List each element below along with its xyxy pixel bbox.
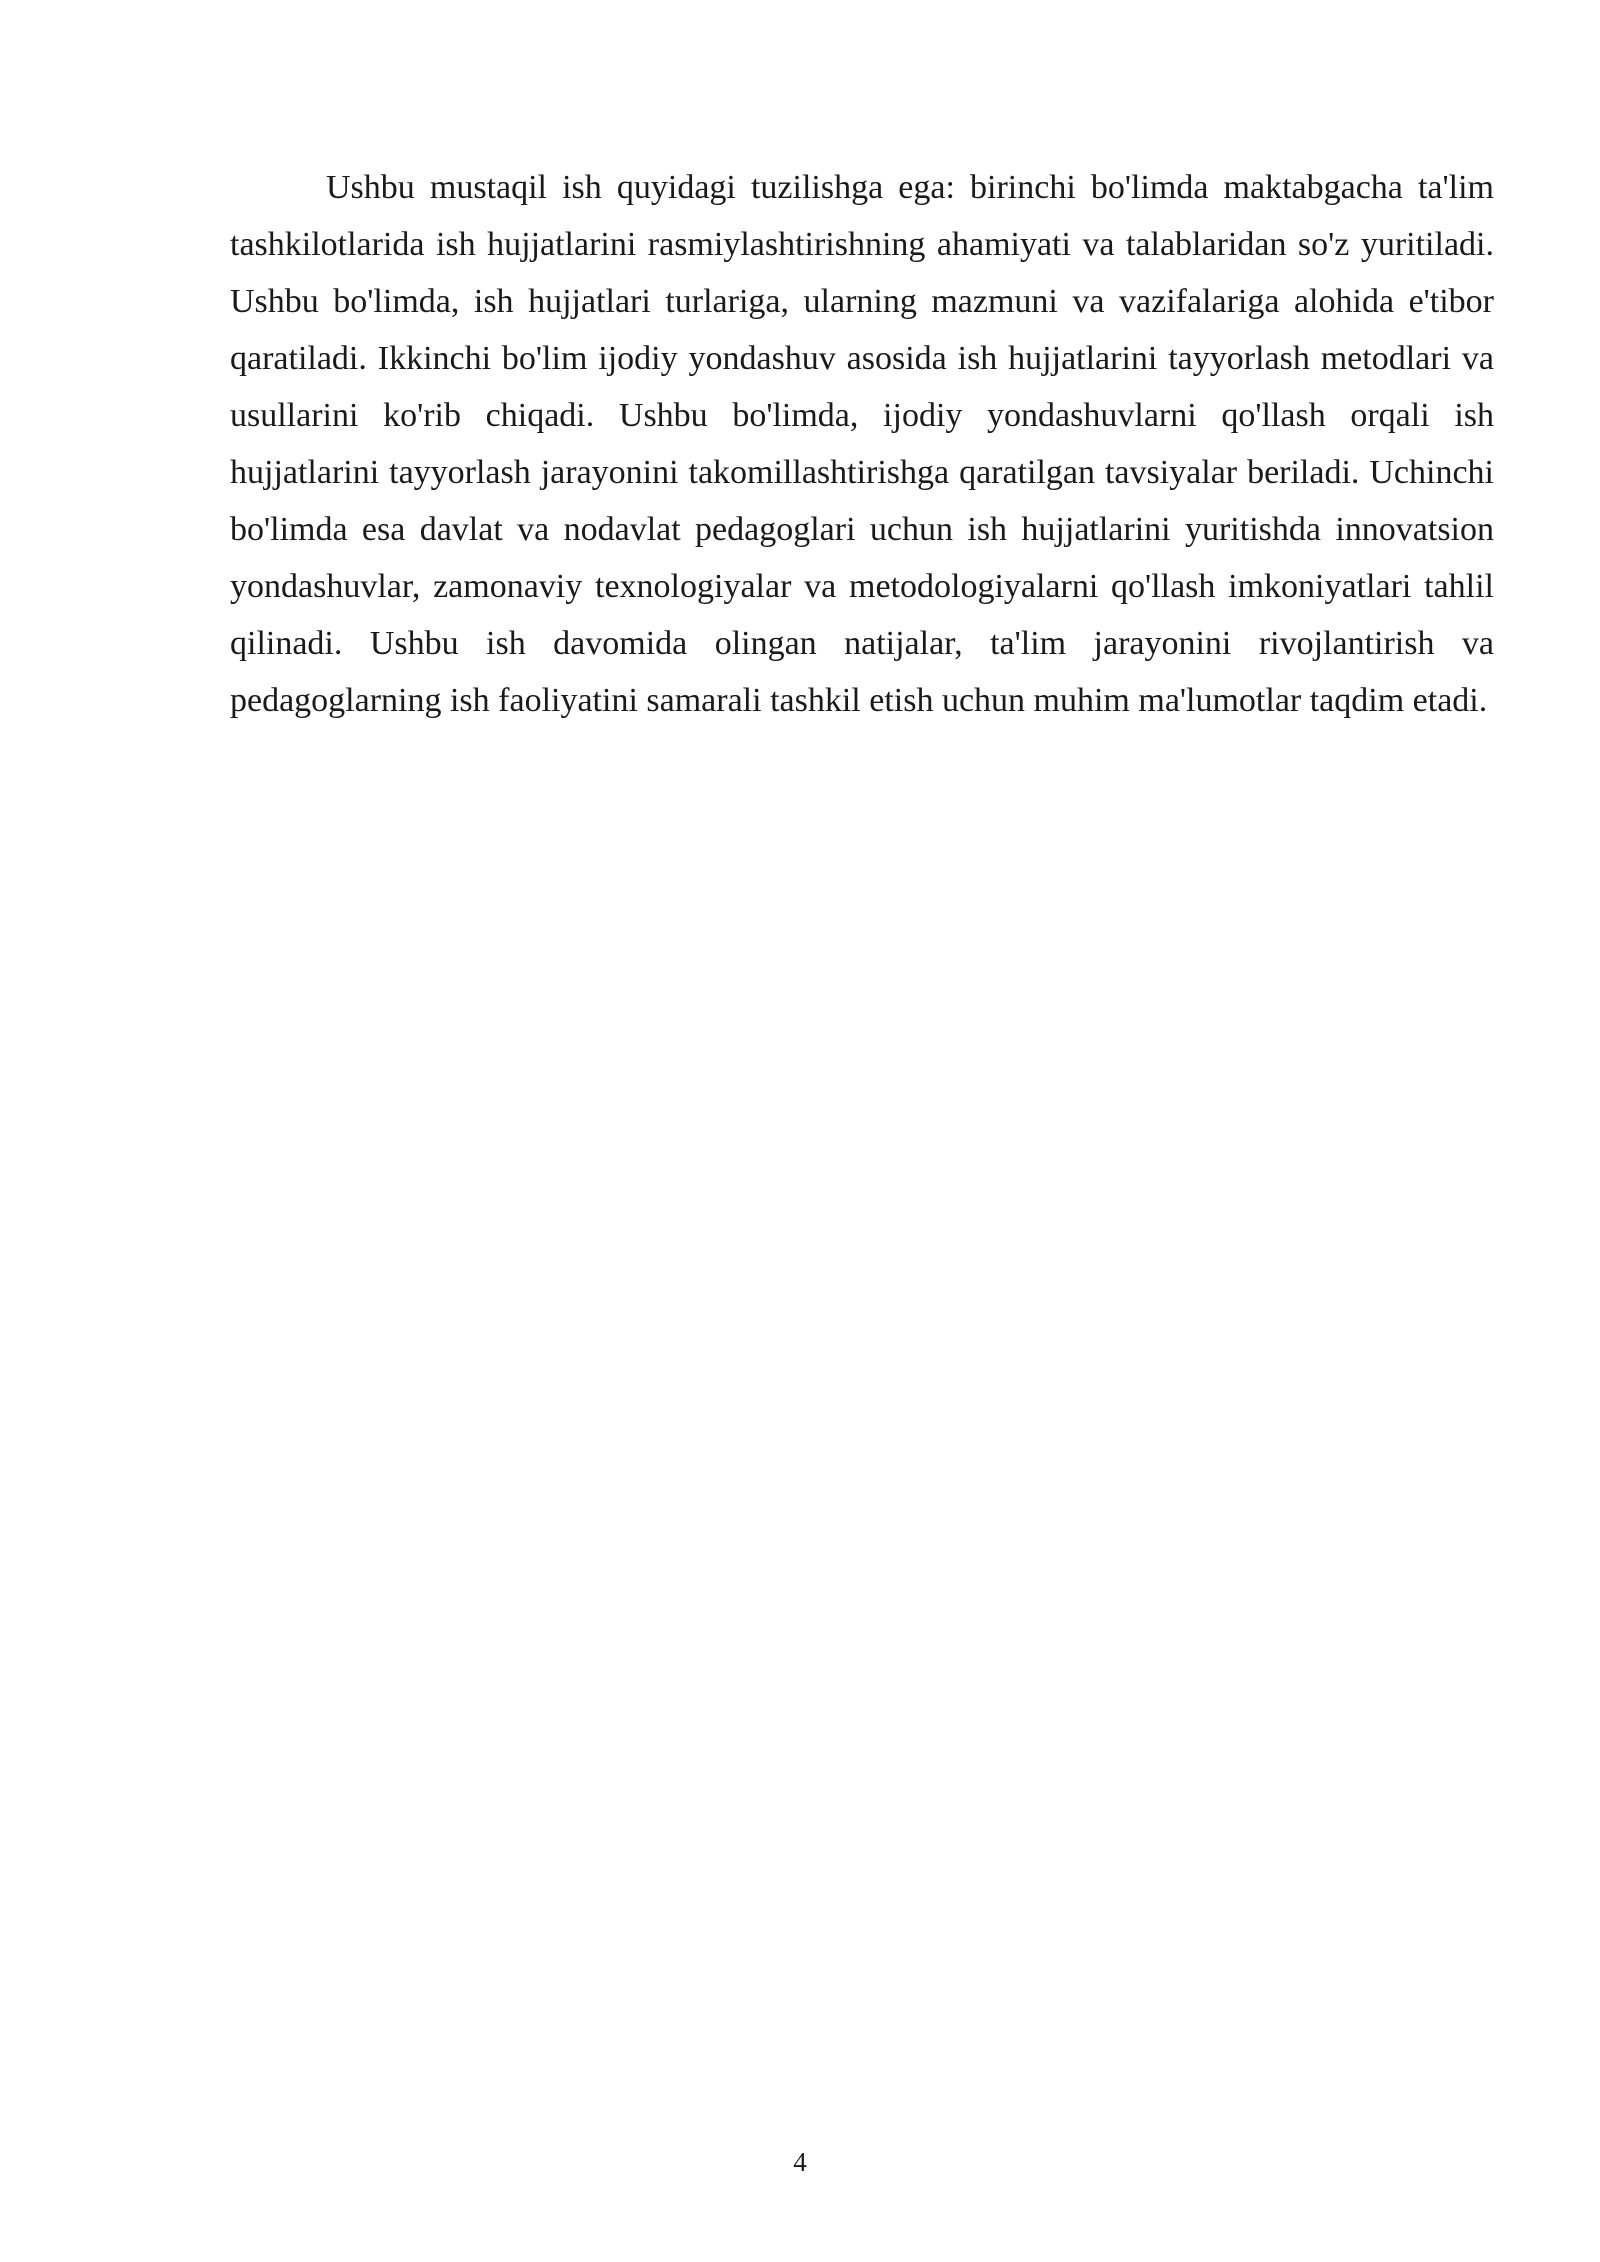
body-paragraph: Ushbu mustaqil ish quyidagi tuzilishga ega: birinchi bo'limda maktabgacha ta'lim tashkilotlarida ish hujjatlarini rasmiylashtirishning ahamiyati va talablaridan so'z yuritiladi. Ushbu bo'limda, ish hujjatlari turlariga, ularning mazmuni va vazifalariga alohida e'tibor qaratiladi. Ikkinchi bo'lim ijodiy yondashuv asosida ish hujjatlarini tayyorlash metodlari va usullarini ko'rib chiqadi. Ushbu bo'limda, ijodiy yondashuvlarni qo'llash orqali ish hujjatlarini tayyorlash jarayonini takomillashtirishga qaratilgan tavsiyalar beriladi. Uchinchi bo'limda esa davlat va nodavlat pedagoglari uchun ish hujjatlarini yuritishda innovatsion yondashuvlar, zamonaviy texnologiyalar va metodologiyalarni qo'llash imkoniyatlari tahlil qilinadi. Ushbu ish davomida olingan natijalar, ta'lim jarayonini rivojlantirish va pedagoglarning ish faoliyatini samarali tashkil etish uchun muhim ma'lumotlar taqdim etadi.	[230, 169, 1494, 719]
page-number: 4	[793, 2147, 807, 2177]
